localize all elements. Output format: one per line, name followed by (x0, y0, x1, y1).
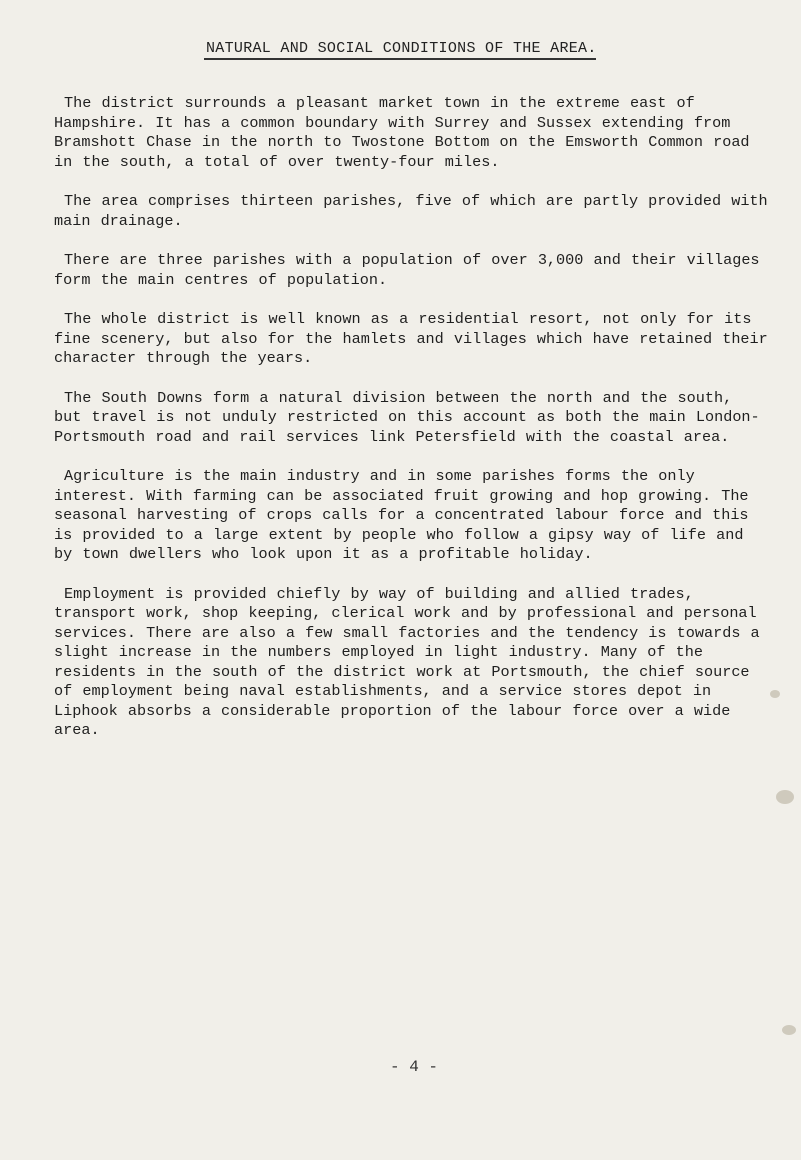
paragraph-parishes: The area comprises thirteen parishes, five of which are partly provided with main drainage. (54, 192, 768, 230)
body-text (54, 94, 768, 761)
paper-speck (770, 690, 780, 698)
page-number: - 4 - (390, 1058, 439, 1076)
paper-speck (776, 790, 794, 804)
paper-speck (782, 1025, 796, 1035)
paragraph-agriculture: Agriculture is the main industry and in some parishes forms the only interest. With farming can be associated fruit growing and hop growing. The seasonal harvesting of crops calls for a concentrated labour force and this is provided to a large extent by people who follow a gipsy way of life and by town dwellers who look upon it as a profitable holiday. (54, 467, 749, 563)
paragraph-residential: The whole district is well known as a residential resort, not only for its fine scenery, but also for the hamlets and villages which have retained their character through the years. (54, 310, 768, 367)
paragraph-south-downs: The South Downs form a natural division between the north and the south, but travel is not unduly restricted on this account as both the main London-Portsmouth road and rail services link Petersfield with the coastal area. (54, 388, 760, 446)
paragraph-population: There are three parishes with a population of over 3,000 and their villages form the main centres of population. (54, 251, 760, 289)
paragraph-boundaries: The district surrounds a pleasant market town in the extreme east of Hampshire. It has a common boundary with Surrey and Sussex extending from Bramshott Chase in the north to Twostone Bottom on the Emsworth Common road in the south, a total of over twenty-four miles. (54, 94, 750, 171)
title-underline (204, 58, 596, 60)
paragraph-employment: Employment is provided chiefly by way of building and allied trades, transport work, shop keeping, clerical work and by professional and personal services. There are also a few small factories and the tendency is towards a slight increase in the numbers employed in light industry. Many of the residents in the south of the district work at Portsmouth, the chief source of employment being naval establishments, and a service stores depot in Liphook absorbs a considerable proportion of the labour force over a wide area. (54, 584, 760, 739)
page-title: NATURAL AND SOCIAL CONDITIONS OF THE AREA. (206, 40, 597, 57)
